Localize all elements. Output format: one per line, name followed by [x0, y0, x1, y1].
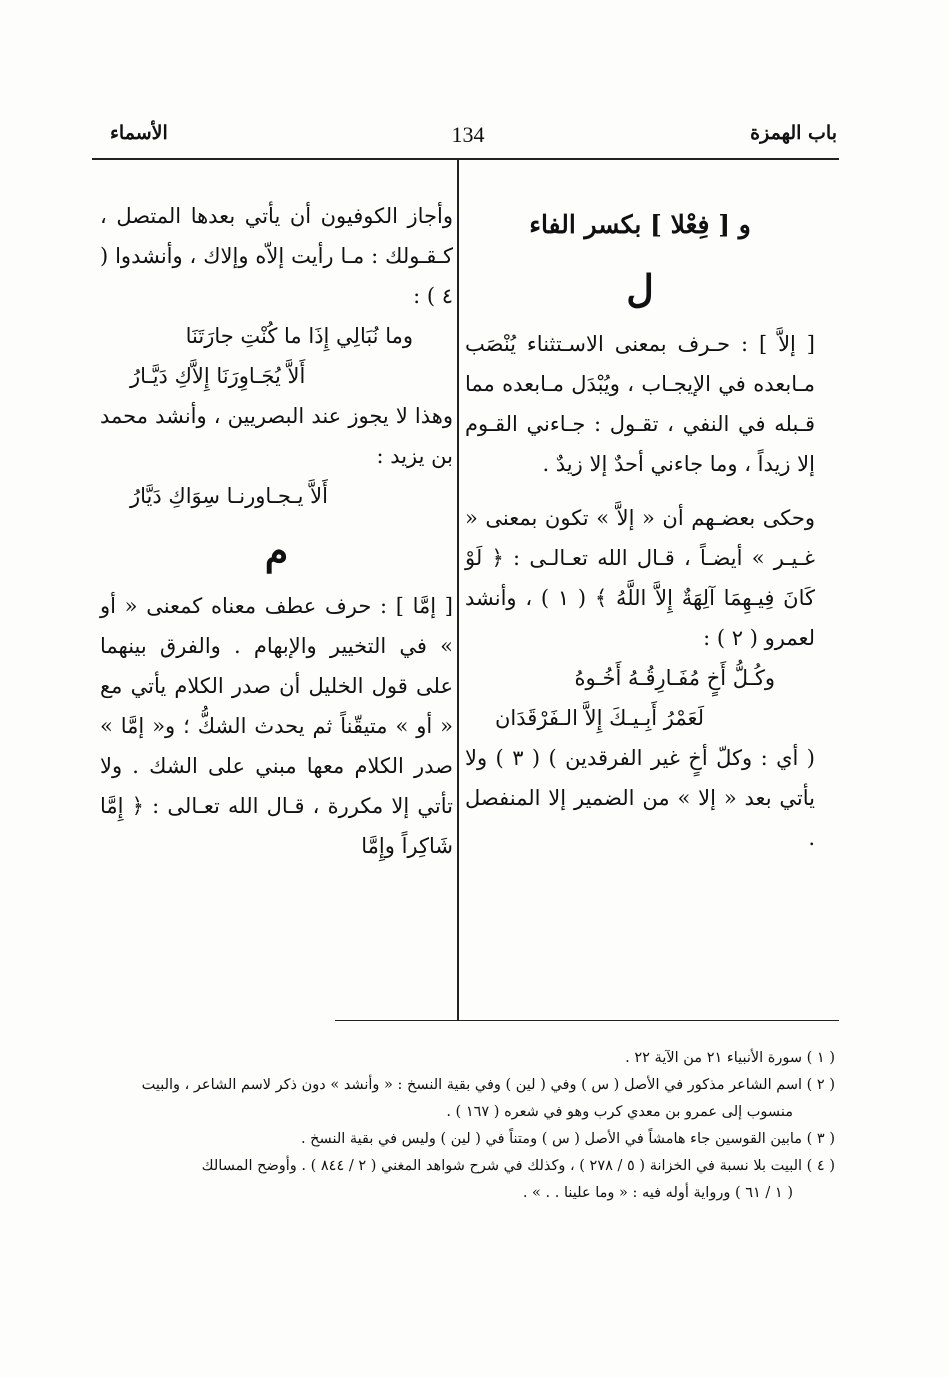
- footnote: ( ٢ ) اسم الشاعر مذكور في الأصل ( س ) وفي ( لين ) وفي بقية النسخ : « وأنشد » دون ذكر لاسم الشاعر ، والبيت: [141, 1077, 835, 1093]
- paragraph: [ إلاَّ ] : حـرف بمعنى الاسـتثناء يُنْصَب مـابعده في الإيجـاب ، ويُبْدَل مـابعده مما قـبله في النفي ، تقـول : جـاءني القـوم إلا زيداً ، وما جاءني أحدٌ إلا زيدٌ .: [465, 332, 815, 476]
- footnote-rule: [335, 1020, 839, 1021]
- footnote-continuation: منسوب إلى عمرو بن معدي كرب وهو في شعره ( ١٦٧ ) .: [446, 1104, 793, 1120]
- footnote: ( ٤ ) البيت بلا نسبة في الخزانة ( ٥ / ٢٧٨ ) ، وكذلك في شرح شواهد المغني ( ٢ / ٨٤٤ ) . وأوضح المسالك: [201, 1158, 835, 1174]
- section-heading: و [ فِعْلا ] بكسر الفاء: [529, 210, 751, 239]
- column-divider: [457, 160, 459, 1020]
- page-number: 134: [451, 122, 485, 147]
- paragraph: ( أي : وكلّ أخٍ غير الفرقدين ) ( ٣ ) ولا يأتي بعد « إلا » من الضمير إلا المنفصل .: [465, 746, 815, 850]
- footnote: ( ٣ ) مابين القوسين جاء هامشاً في الأصل ( س ) ومتناً في ( لين ) وليس في بقية النسخ .: [300, 1131, 835, 1147]
- paragraph: وحكى بعضـهم أن « إلاَّ » تكون بمعنى « غـيـر » أيضـاً ، قـال الله تعـالـى : ﴿ لَوْ كَانَ فِيـهِمَا آلِهَةٌ إِلاَّ اللَّهُ ﴾ ( ١ ) ، وأنشد لعمرو ( ٢ ) :: [465, 506, 816, 650]
- letter-heading: ل: [626, 266, 654, 311]
- running-header-chapter: الأسماء: [110, 122, 168, 144]
- paragraph: وأجاز الكوفيون أن يأتي بعدها المتصل ، كـقـولك : مـا رأيت إلاّه وإلاك ، وأنشدوا ( ٤ ) :: [100, 204, 453, 308]
- footnote-continuation: ( ١ / ٦١ ) ورواية أوله فيه : « وما علينا . . » .: [522, 1185, 793, 1201]
- right-column: [465, 202, 815, 858]
- verse-line: وكُـلُّ أَخٍ مُفَـارِقُـهُ أَخُـوهُ: [574, 666, 775, 690]
- paragraph: [ إمَّا ] : حرف عطف معناه كمعنى « أو » في التخيير والإبهام . والفرق بينهما على قول الخليل أن صدر الكلام يأتي مع « أو » متيقّناً ثم يحدث الشكُّ ؛ و« إمَّا » صدر الكلام معها مبني على الشك . ولا تأتي إلا مكررة ، قـال الله تعـالى : ﴿ إِمَّا شَاكِراً وإِمَّا: [100, 594, 453, 858]
- footnotes: [95, 1046, 835, 1208]
- running-header-section: باب الهمزة: [750, 122, 837, 144]
- footnote: ( ١ ) سورة الأنبياء ٢١ من الآية ٢٢ .: [625, 1050, 835, 1066]
- verse-line: وما نُبَالِي إِذَا ما كُنْتِ جارَتَنَا: [185, 324, 413, 348]
- verse-line: أَلاَّ يـجـاورنـا سِوَاكِ دَيَّارُ: [130, 484, 328, 508]
- verse-line: لَعَمْرُ أَبِـيـكَ إِلاَّ الـفَرْقَدَان: [495, 706, 705, 730]
- paragraph: وهذا لا يجوز عند البصريين ، وأنشد محمد بن يزيد :: [100, 404, 453, 468]
- header-rule: [92, 158, 839, 160]
- left-column: [100, 196, 453, 866]
- verse-line: أَلاَّ يُجَـاوِرَنَا إِلاَّكِ دَيَّـارُ: [130, 364, 306, 388]
- letter-heading: م: [264, 528, 289, 573]
